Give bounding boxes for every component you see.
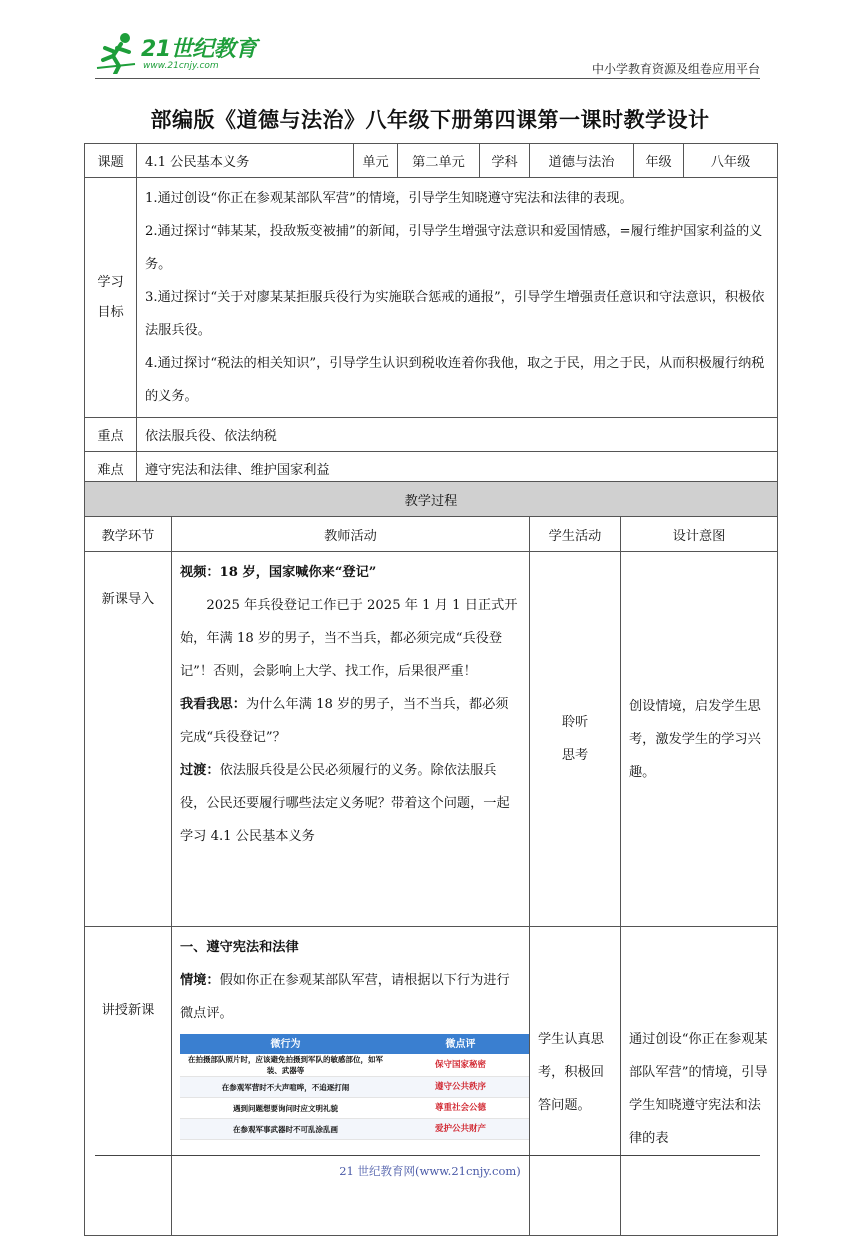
- behavior-text: 在拍摄部队照片时，应该避免拍摄到军队的敏感部位，如军装、武器等: [180, 1054, 391, 1077]
- behavior-row: [180, 1119, 530, 1140]
- goals-row: [85, 178, 778, 418]
- topic-label: 课题: [85, 144, 137, 178]
- process-header-row: [85, 517, 778, 552]
- info-table: [84, 143, 778, 486]
- process-title-row: [85, 482, 778, 517]
- behavior-row: [180, 1054, 530, 1077]
- comment-text: 遵守公共秩序: [391, 1077, 530, 1098]
- col-step: 教学环节: [85, 517, 172, 552]
- behavior-text: 在参观军事武器时不可乱涂乱画: [180, 1119, 391, 1140]
- video-title: 视频：18 岁，国家喊你来“登记”: [180, 565, 377, 580]
- footer-text: 21 世纪教育网(www.21cnjy.com): [339, 1164, 521, 1178]
- runner-logo-icon: [95, 30, 141, 74]
- platform-name: 中小学教育资源及组卷应用平台: [591, 62, 760, 76]
- video-text: 2025 年兵役登记工作已于 2025 年 1 月 1 日正式开始，年满 18 岁的男子，当不当兵，都必须完成“兵役登记”！否则，会影响上大学、找工作，后果很严重！: [180, 598, 518, 679]
- intro-intent-text: 创设情境，启发学生思考，激发学生的学习兴趣。: [629, 698, 761, 780]
- lecture-student-text: 学生认真思考，积极回答问题。: [538, 1032, 604, 1113]
- subject-label: 学科: [480, 144, 530, 178]
- lecture-teacher-activity: [172, 927, 530, 1236]
- comment-text: 爱护公共财产: [391, 1119, 530, 1140]
- grade-label: 年级: [634, 144, 684, 178]
- behavior-text: 在参观军营时不大声喧哗，不追逐打闹: [180, 1077, 391, 1098]
- page-title: 部编版《道德与法治》八年级下册第四课第一课时教学设计: [150, 107, 710, 132]
- scene-text: 假如你正在参观某部队军营，请根据以下行为进行微点评。: [180, 973, 510, 1021]
- key-points-label: 重点: [85, 418, 137, 452]
- lecture-intent-text: 通过创设“你正在参观某部队军营”的情境，引导学生知晓遵守宪法和法律的表: [629, 1032, 768, 1146]
- lecture-step: 讲授新课: [85, 927, 172, 1236]
- topic-value: 4.1 公民基本义务: [137, 144, 354, 178]
- header-divider: [95, 78, 760, 79]
- behavior-review-table: [180, 1034, 530, 1140]
- comment-text: 尊重社会公德: [391, 1098, 530, 1119]
- goals-label-line1: 学习: [97, 274, 124, 290]
- unit-label: 单元: [354, 144, 398, 178]
- think-label: 我看我思：: [180, 697, 246, 712]
- page-header: [95, 30, 760, 80]
- student-activity-1: 聆听: [561, 715, 589, 730]
- goals-content: [137, 178, 778, 418]
- goal-item: 2.通过探讨“韩某某，投敌叛变被捕”的新闻，引导学生增强守法意识和爱国情感，=履行维护国家利益的义务。: [145, 224, 763, 272]
- logo: [95, 30, 265, 74]
- lecture-row: [85, 927, 778, 1236]
- process-table: [84, 481, 778, 1236]
- think-text: 为什么年满 18 岁的男子，当不当兵，都必须完成“兵役登记”？: [180, 697, 509, 745]
- comment-text: 保守国家秘密: [391, 1054, 530, 1077]
- logo-url: www.21cnjy.com: [143, 61, 219, 71]
- goal-item: 4.通过探讨“税法的相关知识”，引导学生认识到税收连着你我他，取之于民，用之于民，从而积极履行纳税的义务。: [145, 356, 765, 404]
- goal-item: 3.通过探讨“关于对廖某某拒服兵役行为实施联合惩戒的通报”，引导学生增强责任意识和守法意识，积极依法服兵役。: [145, 290, 765, 338]
- unit-value: 第二单元: [398, 144, 480, 178]
- behavior-col-header: 微行为: [180, 1034, 391, 1054]
- behavior-table-header: [180, 1034, 530, 1054]
- lecture-design-intent: [621, 927, 778, 1236]
- intro-teacher-activity: [172, 552, 530, 927]
- intro-student-activity: [530, 552, 621, 927]
- intro-design-intent: [621, 552, 778, 927]
- scene-label: 情境：: [180, 973, 220, 988]
- behavior-row: [180, 1077, 530, 1098]
- col-teacher: 教师活动: [172, 517, 530, 552]
- col-student: 学生活动: [530, 517, 621, 552]
- intro-row: [85, 552, 778, 927]
- goals-label: [85, 178, 137, 418]
- transition-label: 过渡：: [180, 763, 220, 778]
- transition-text: 依法服兵役是公民必须履行的义务。除依法服兵役，公民还要履行哪些法定义务呢？带着这个问题，一起学习 4.1 公民基本义务: [180, 763, 510, 844]
- grade-value: 八年级: [684, 144, 778, 178]
- key-points-value: 依法服兵役、依法纳税: [137, 418, 778, 452]
- logo-text: 21世纪教育: [141, 37, 257, 62]
- think-paragraph: [180, 688, 521, 754]
- lecture-heading: 一、遵守宪法和法律: [180, 940, 299, 955]
- footer-divider: [95, 1155, 760, 1156]
- difficulties-label: 难点: [85, 452, 137, 486]
- student-activity-2: 思考: [561, 748, 589, 763]
- info-row: [85, 144, 778, 178]
- behavior-row: [180, 1098, 530, 1119]
- transition-paragraph: [180, 754, 521, 853]
- lecture-student-activity: [530, 927, 621, 1236]
- comment-col-header: 微点评: [391, 1034, 530, 1054]
- goals-label-line2: 目标: [97, 304, 124, 320]
- goal-item: 1.通过创设“你正在参观某部队军营”的情境，引导学生知晓遵守宪法和法律的表现。: [145, 191, 633, 206]
- key-points-row: [85, 418, 778, 452]
- process-title: 教学过程: [85, 482, 778, 517]
- subject-value: 道德与法治: [530, 144, 634, 178]
- scene-paragraph: [180, 964, 521, 1030]
- intro-step: 新课导入: [85, 552, 172, 927]
- col-intent: 设计意图: [621, 517, 778, 552]
- difficulties-value: 遵守宪法和法律、维护国家利益: [137, 452, 778, 486]
- behavior-text: 遇到问题想要询问时应文明礼貌: [180, 1098, 391, 1119]
